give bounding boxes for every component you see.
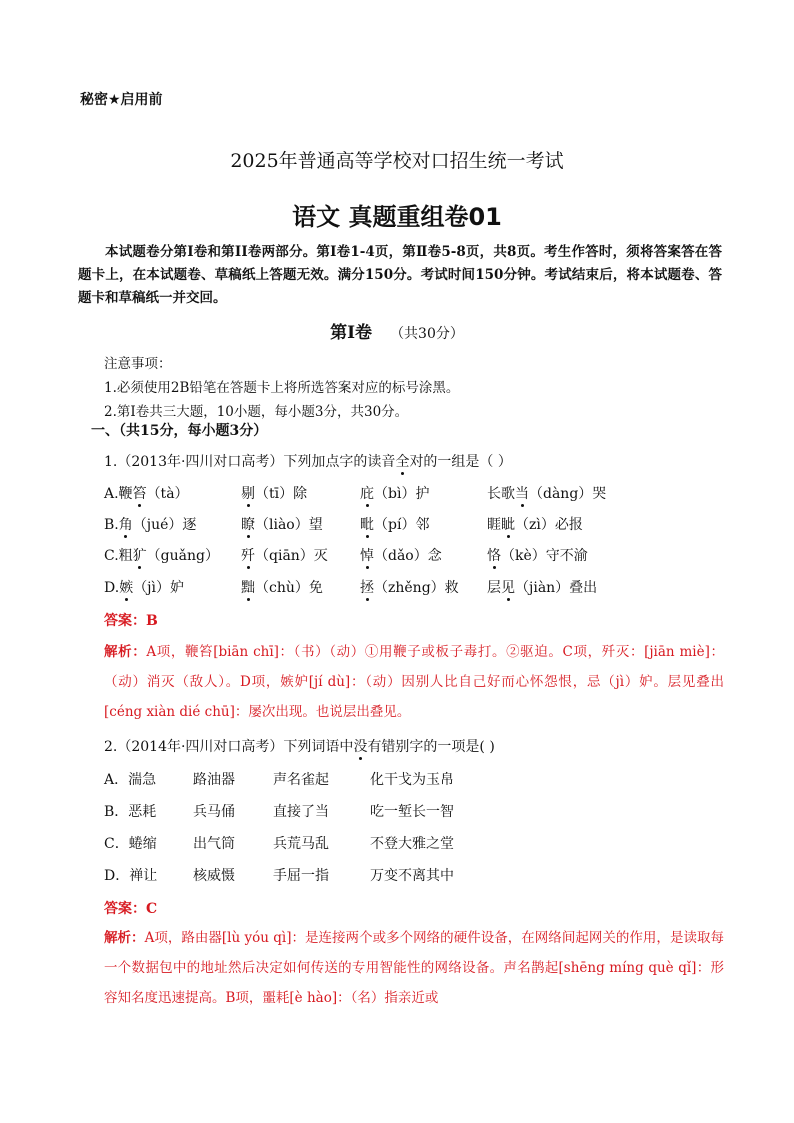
option-row: 歼（qiān）灭	[241, 548, 328, 564]
option-row: 庇（bì）护	[360, 486, 430, 502]
option-row: 声名雀起	[273, 772, 329, 788]
option-row: D.嫉（jì）妒	[104, 580, 185, 596]
answer-1: 答案：B	[104, 613, 158, 629]
analysis-1: 解析：A项，鞭笞[biān chī]：（书）（动）①用鞭子或板子毒打。②驱迫。C项，歼灭：[jiān miè]：（动）消灭（敌人）。D项，嫉妒[jí dù]：（动）因别人比自己好而心怀怨恨，忌（jì）妒。层见叠出[céng xiàn dié chū]：屡次出现。也说层出叠见。	[104, 644, 725, 720]
option-row: 核威慑	[193, 868, 235, 884]
option-row: 兵荒马乱	[273, 836, 329, 852]
notice-item: 2.第Ⅰ卷共三大题，10小题，每小题3分，共30分。	[104, 404, 409, 420]
option-row: 吃一堑长一智	[370, 804, 454, 820]
confidential-mark: 秘密★启用前	[80, 92, 163, 108]
option-row: 万变不离其中	[370, 868, 454, 884]
option-row: 悼（dǎo）念	[360, 548, 442, 564]
option-row: 路油器	[193, 772, 235, 788]
question-1-stem: 1.（2013年·四川对口高考）下列加点字的读音全对的一组是（ ）	[104, 454, 512, 470]
option-row: B．恶耗	[104, 804, 157, 820]
exam-instructions: 本试题卷分第Ⅰ卷和第ⅠⅠ卷两部分。第Ⅰ卷1-4页，第Ⅱ卷5-8页，共8页。考生作答时，须将答案答在答题卡上，在本试题卷、草稿纸上答题无效。满分150分。考试时间150分钟。考试结束后，将本试题卷、答题卡和草稿纸一并交回。	[78, 244, 722, 306]
exam-title: 2025年普通高等学校对口招生统一考试	[230, 150, 564, 172]
option-row: 剔（tī）除	[241, 486, 308, 502]
option-row: 手屈一指	[273, 868, 329, 884]
option-row: 出气筒	[193, 836, 235, 852]
question-2-stem: 2.（2014年·四川对口高考）下列词语中没有错别字的一项是( )	[104, 739, 495, 755]
notice-title: 注意事项：	[104, 356, 172, 372]
answer-2: 答案：C	[104, 901, 158, 917]
option-row: 兵马俑	[193, 804, 235, 820]
volume-name: 第Ⅰ卷	[330, 323, 373, 343]
option-row: B.角（jué）逐	[104, 517, 197, 533]
option-row: 睚眦（zì）必报	[487, 517, 583, 533]
option-row: 直接了当	[273, 804, 329, 820]
option-row: 拯（zhěng）救	[360, 580, 459, 596]
option-row: 瞭（liào）望	[241, 517, 323, 533]
option-row: A.鞭笞（tà）	[104, 486, 189, 502]
option-row: C．蜷缩	[104, 836, 157, 852]
option-row: 毗（pí）邻	[360, 517, 430, 533]
paper-title: 语文 真题重组卷01	[292, 203, 502, 231]
option-row: 长歌当（dàng）哭	[487, 486, 607, 502]
dotted-char: 没	[353, 739, 368, 755]
notice-block	[104, 352, 459, 424]
option-row: A．湍急	[104, 772, 157, 788]
volume-heading	[0, 318, 794, 343]
section-heading: 一、（共15分，每小题3分）	[91, 423, 268, 439]
option-row: 层见（jiàn）叠出	[487, 580, 598, 596]
option-row: 恪（kè）守不渝	[487, 548, 588, 564]
option-row: 不登大雅之堂	[370, 836, 454, 852]
option-row: D．禅让	[104, 868, 158, 884]
notice-item: 1.必须使用2B铅笔在答题卡上将所选答案对应的标号涂黑。	[104, 380, 460, 396]
option-row: 黜（chù）免	[241, 580, 323, 596]
dotted-char: 全	[395, 454, 410, 470]
volume-score: （共30分）	[390, 326, 464, 342]
option-row: C.粗犷（guǎng）	[104, 548, 219, 564]
option-row: 化干戈为玉帛	[370, 772, 454, 788]
analysis-2: 解析：A项，路由器[lù yóu qì]：是连接两个或多个网络的硬件设备，在网络间起网关的作用，是读取每一个数据包中的地址然后决定如何传送的专用智能性的网络设备。声名鹊起[shēng míng què qǐ]：形容知名度迅速提高。B项，噩耗[è hào]：（名）指亲近或	[104, 930, 725, 1006]
